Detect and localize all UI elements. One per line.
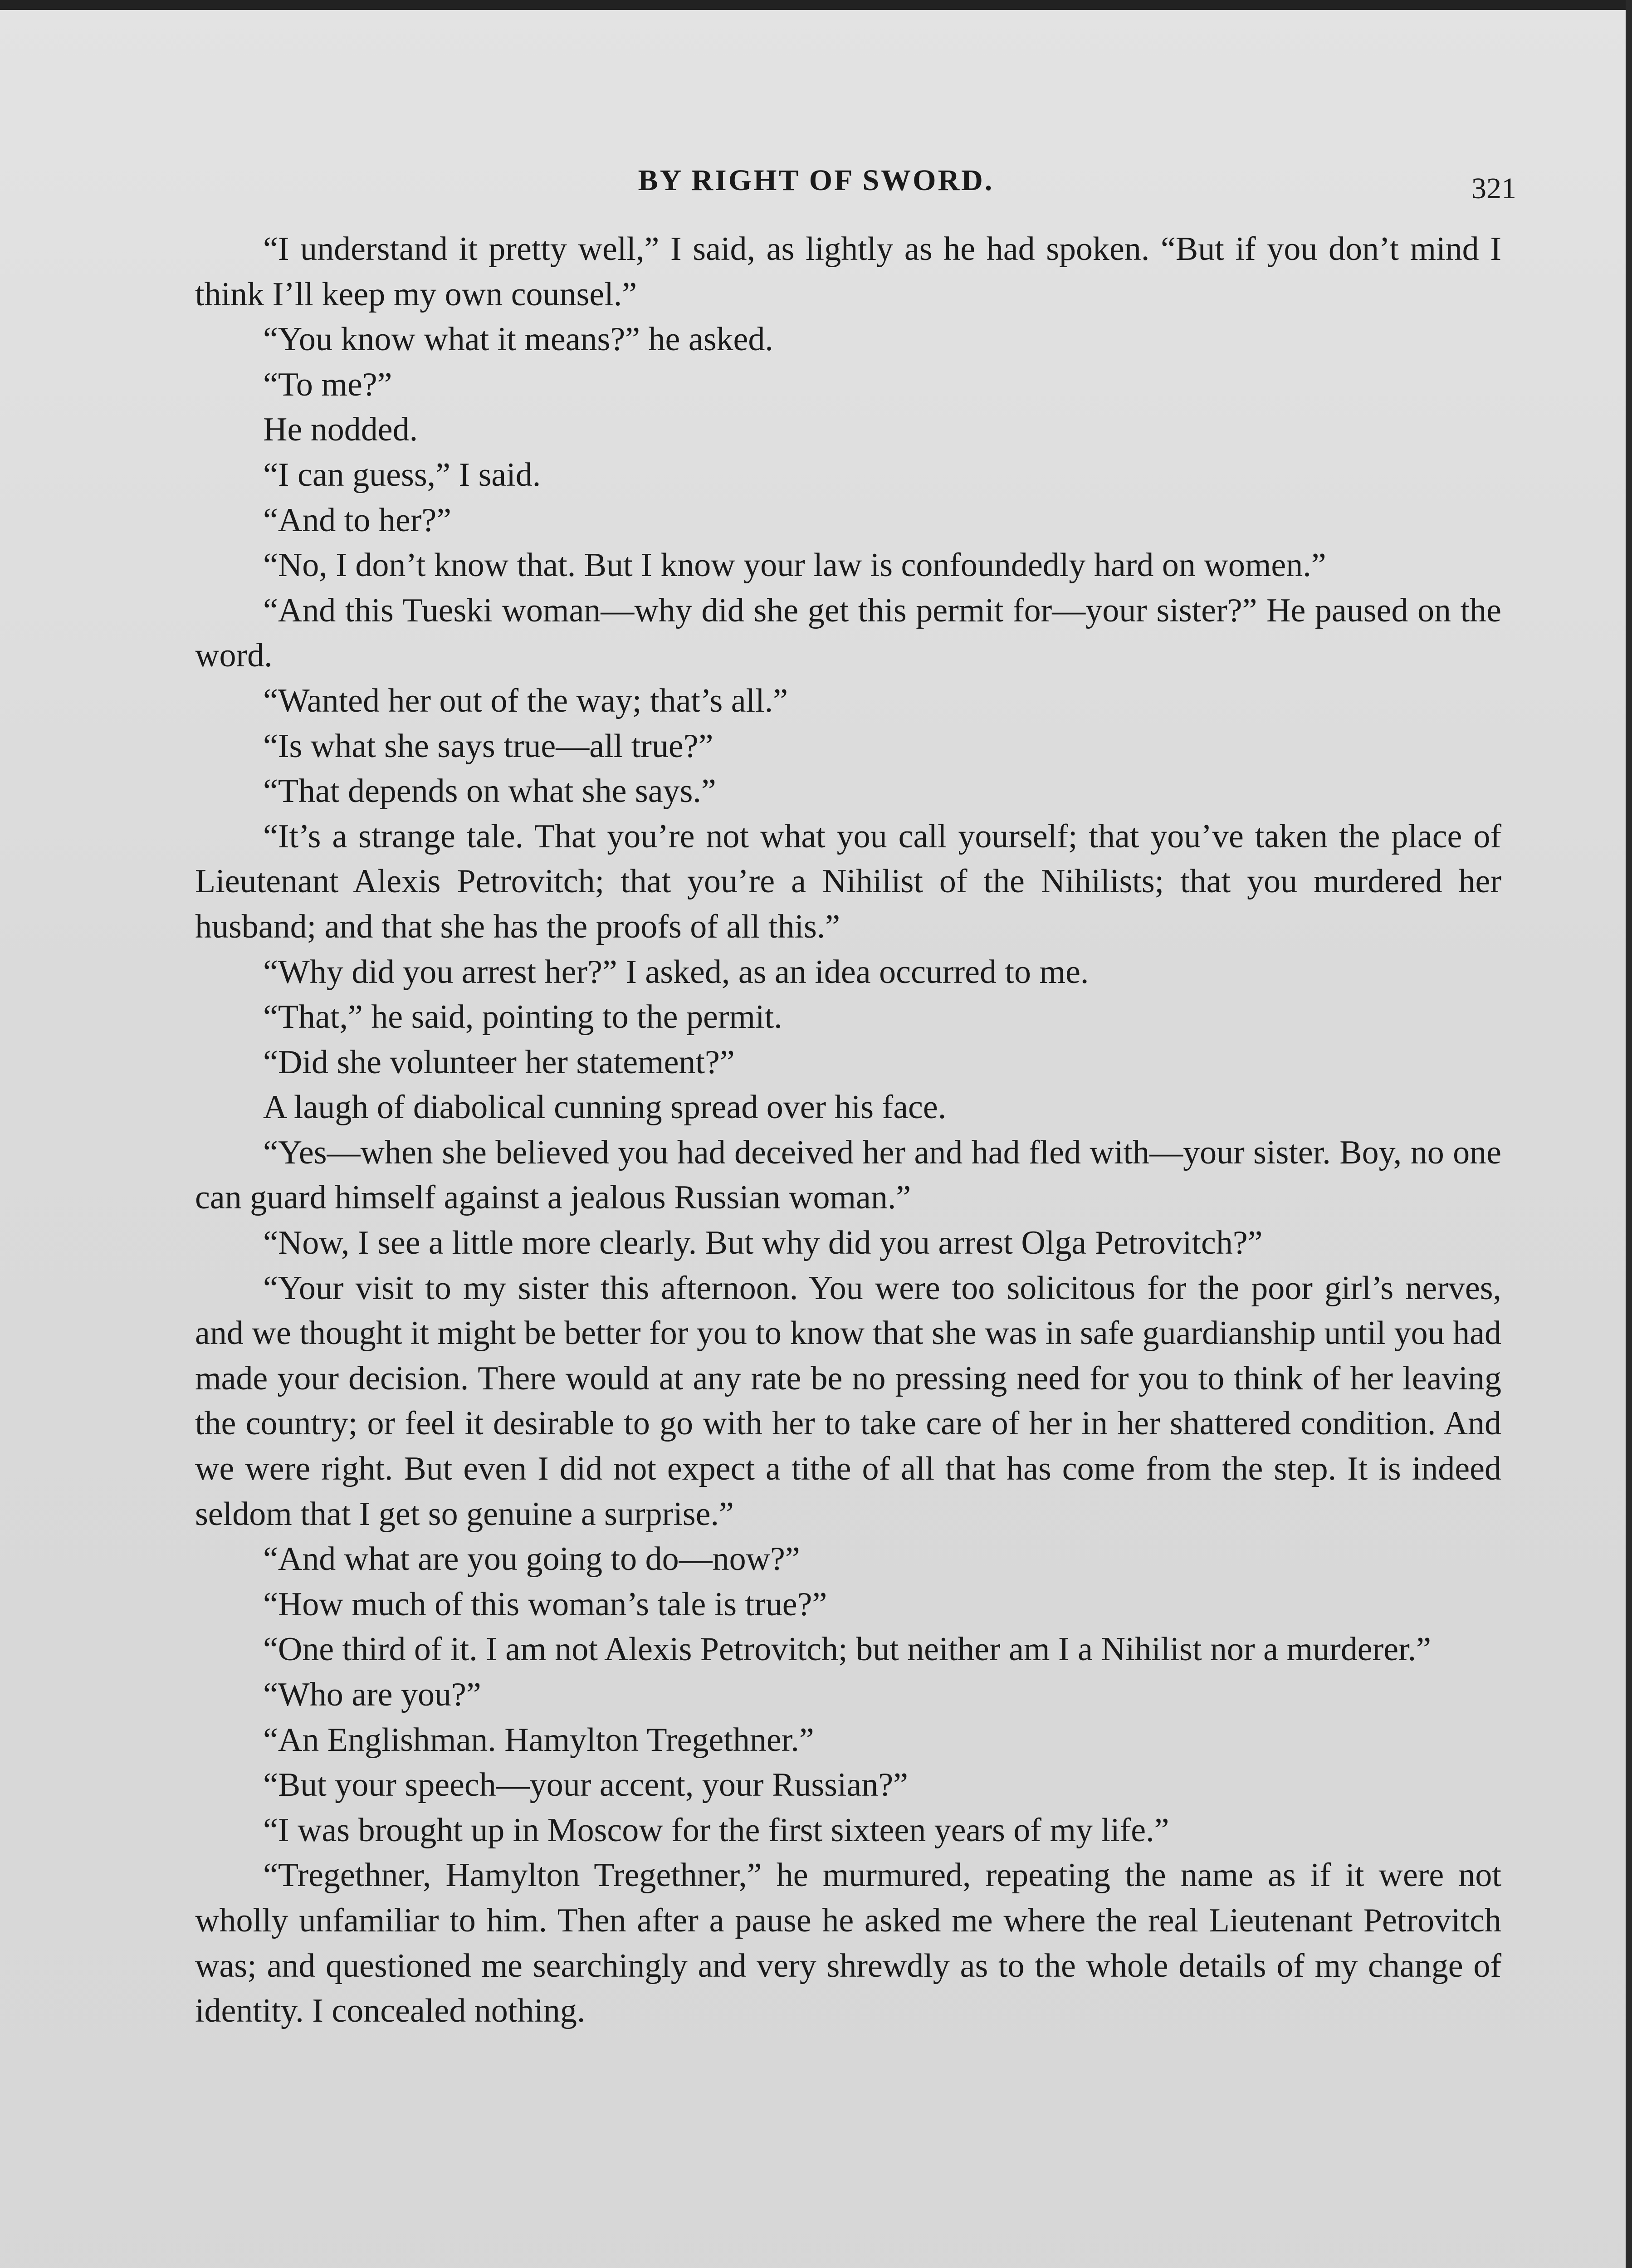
paragraph: “Yes—when she believed you had deceived her and had fled with—your sister. Boy, no one can guard himself against a jealous Russian woman.” [195,1134,1501,1217]
running-head: BY RIGHT OF SWORD. [638,164,994,197]
paragraph: “One third of it. I am not Alexis Petrovitch; but neither am I a Nihilist nor a murderer.” [263,1631,1431,1668]
paragraph: “Tregethner, Hamylton Tregethner,” he murmured, repeating the name as if it were not wholly unfamiliar to him. Then after a pause he asked me where the real Lieutenant Petrovitch was; and questioned me searchingly and very shrewdly as to the whole details of my change of identity. I concealed nothing. [195,1857,1501,2030]
paragraph: “Is what she says true—all true?” [263,727,713,765]
paragraph: “I understand it pretty well,” I said, as lightly as he had spoken. “But if you don’t mind I think I’ll keep my own counsel.” [195,230,1501,313]
paragraph: “Who are you?” [263,1676,481,1713]
paragraph: “An Englishman. Hamylton Tregethner.” [263,1721,814,1759]
paragraph: “Did she volunteer her statement?” [263,1043,735,1081]
paragraph: “No, I don’t know that. But I know your law is confoundedly hard on women.” [263,547,1326,584]
paragraph: He nodded. [263,411,418,449]
paragraph: “Now, I see a little more clearly. But why did you arrest Olga Petrovitch?” [263,1224,1263,1262]
body-text [195,227,1501,2034]
paragraph: “And what are you going to do—now?” [263,1540,800,1578]
paragraph: “How much of this woman’s tale is true?” [263,1585,827,1623]
paragraph: “I can guess,” I said. [263,456,541,494]
paragraph: “Your visit to my sister this afternoon. You were too solicitous for the poor girl’s nerves, and we thought it might be better for you to know that she was in safe guardianship until you had made your decision. There would at any rate be no pressing need for you to think of her leaving the country; or feel it desirable to go with her to take care of her in her shattered condition. And we were right. But even I did not expect a tithe of all that has come from the step. It is indeed seldom that I get so genuine a surprise.” [195,1269,1501,1533]
paragraph: “Why did you arrest her?” I asked, as an idea occurred to me. [263,953,1089,991]
paragraph: “Wanted her out of the way; that’s all.” [263,682,788,719]
paragraph: “But your speech—your accent, your Russian?” [263,1766,909,1804]
paragraph: “And to her?” [263,501,452,539]
paragraph: “And this Tueski woman—why did she get this permit for—your sister?” He paused on the word. [195,591,1501,675]
paragraph: “To me?” [263,366,392,403]
page-number: 321 [1471,172,1516,205]
paragraph: “That,” he said, pointing to the permit. [263,998,782,1036]
paragraph: “It’s a strange tale. That you’re not what you call yourself; that you’ve taken the place of Lieutenant Alexis Petrovitch; that you’re a Nihilist of the Nihilists; that you murdered her husband; and that she has the proofs of all this.” [195,817,1501,945]
paragraph: “I was brought up in Moscow for the first sixteen years of my life.” [263,1811,1169,1849]
paragraph: “You know what it means?” he asked. [263,321,773,358]
paragraph: A laugh of diabolical cunning spread over his face. [263,1089,947,1126]
paragraph: “That depends on what she says.” [263,772,716,810]
